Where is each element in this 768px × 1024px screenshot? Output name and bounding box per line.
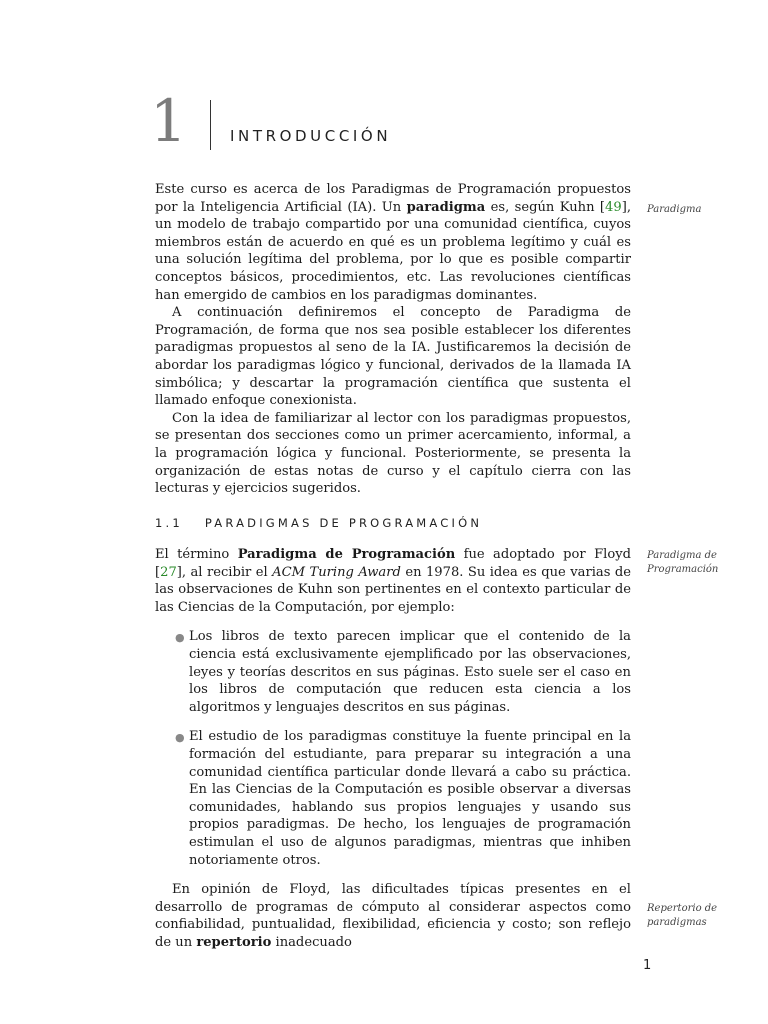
section-paragraph-2: En opinión de Floyd, las dificultades típicas presentes en el desarrollo de programas de cómputo al considerar aspectos como confiabilidad, puntualidad, flexibilidad, eficiencia y costo; son reflejo de un repertorio inadecuado [155,882,631,950]
term-repertorio: repertorio [196,934,272,950]
list-item: ● El estudio de los paradigmas constituye la fuente principal en la formación del estudiante, para preparar su integración a una comunidad científica particular donde llevará a cabo su práctica. En las Ciencias de la Computación es posible observar a diversas comunidades, hablando sus propios lenguajes y usando sus propios paradigmas. De hecho, los lenguajes de programación estimulan el uso de algunos paradigmas, mientras que inhiben notoriamente otros. [175,729,631,868]
intro-paragraph-3: Con la idea de familiarizar al lector con los paradigmas propuestos, se presentan dos secciones como un primer acercamiento, informal, a la programación lógica y funcional. Posteriormente, se presenta la organización de estas notas de curso y el capítulo cierra con las lecturas y ejercicios sugeridos. [155,410,631,497]
term-paradigma-de-programacion: Paradigma de Programación [237,547,456,562]
intro-paragraph-1: Este curso es acerca de los Paradigmas de Programación propuestos por la Inteligencia Artificial (IA). Un paradigma es, según Kuhn [49], un modelo de trabajo compartido por una comunidad científica, cuyos miembros están de acuerdo en qué es un problema legítimo y cuál es una solución legítima del problema, por lo que es posible compartir conceptos básicos, procedimientos, etc. Las revoluciones científicas han emergido de cambios en los paradigmas dominantes. [155,182,631,303]
bullet-list [155,628,631,869]
chapter-divider [210,100,211,150]
chapter-title: INTRODUCCIÓN [230,127,392,145]
section-title: PARADIGMAS DE PROGRAMACIÓN [204,516,483,530]
margin-note-paradigma-de-programacion: Paradigma de Programación [647,550,719,575]
bullet-icon: ● [175,631,185,645]
list-item: ● Los libros de texto parecen implicar que el contenido de la ciencia está exclusivamente ejemplificado por las observaciones, leyes y teorías descritos en sus páginas. Esto suele ser el caso en los libros de computación que reducen esta ciencia a los algoritmos y lenguajes descritos en sus páginas. [175,629,631,715]
margin-note-repertorio: Repertorio de paradigmas [647,903,718,928]
section-heading [155,516,482,530]
citation-link[interactable]: 49 [605,199,622,215]
margin-note-paradigma: Paradigma [647,204,702,215]
section-body [155,546,631,951]
intro-paragraph-2: A continuación definiremos el concepto de Paradigma de Programación, de forma que nos sea posible establecer los diferentes paradigmas propuestos al seno de la IA. Justificaremos la decisión de abordar los paradigmas lógico y funcional, derivados de la llamada IA simbólica; y descartar la programación científica que sustenta el llamado enfoque conexionista. [155,305,631,409]
award-name: ACM Turing Award [272,564,401,580]
bullet-icon: ● [175,731,185,745]
section-paragraph-1: El término Paradigma de Programación fue adoptado por Floyd [27], al recibir el ACM Turing Award en 1978. Su idea es que varias de las observaciones de Kuhn son pertinentes en el contexto particular de las Ciencias de la Computación, por ejemplo: [155,547,631,615]
section-number: 1.1 [155,516,183,530]
intro-body [155,181,631,498]
citation-link[interactable]: 27 [160,564,177,580]
term-paradigma: paradigma [406,199,486,215]
page-number: 1 [643,958,652,973]
chapter-number: 1 [150,87,187,155]
